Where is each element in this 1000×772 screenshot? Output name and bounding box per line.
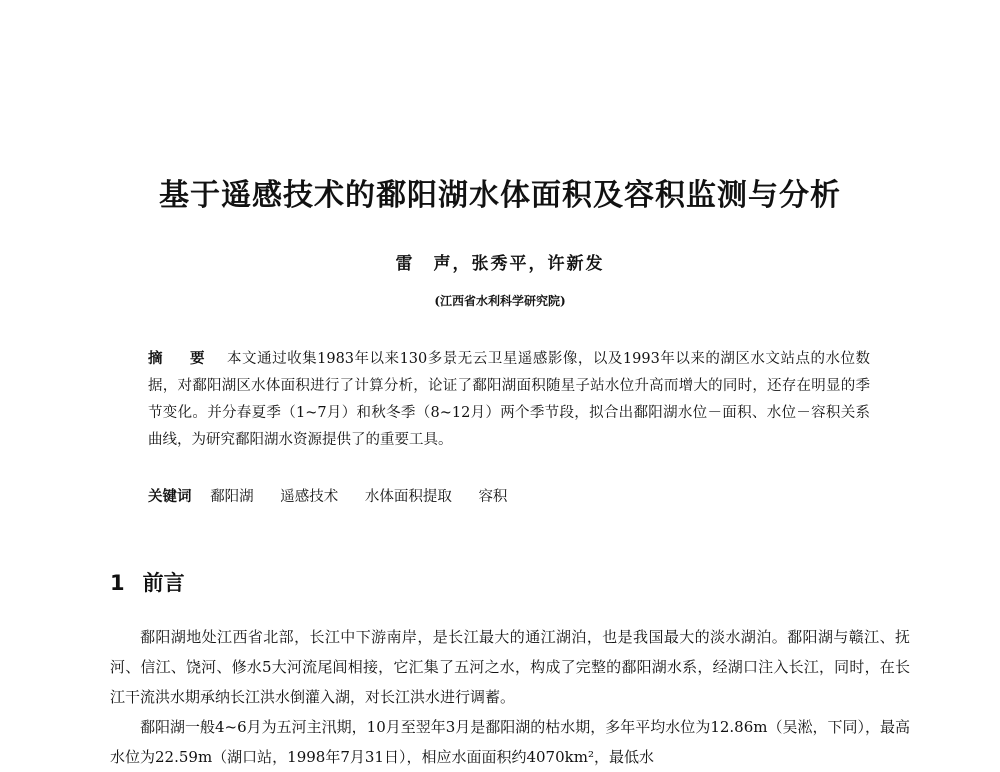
- abstract-text: 本文通过收集1983年以来130多景无云卫星遥感影像，以及1993年以来的湖区水文站点的水位数据，对鄱阳湖区水体面积进行了计算分析，论证了鄱阳湖面积随星子站水位升高而增大的同时，还存在明显的季节变化。并分春夏季（1~7月）和秋冬季（8~12月）两个季节段，拟合出鄱阳湖水位－面积、水位－容积关系曲线，为研究鄱阳湖水资源提供了的重要工具。: [148, 351, 871, 448]
- abstract-label: 摘 要: [148, 351, 212, 367]
- paper-affiliation: (江西省水利科学研究院): [434, 294, 566, 308]
- body-paragraph: 鄱阳湖一般4~6月为五河主汛期，10月至翌年3月是鄱阳湖的枯水期，多年平均水位为12.86m（吴淞，下同），最高水位为22.59m（湖口站，1998年7月31日），相应水面面积约4070km²，最低水: [110, 718, 910, 766]
- keyword: 遥感技术: [280, 489, 339, 505]
- section-heading: [110, 567, 185, 597]
- keyword: 水体面积提取: [364, 489, 452, 505]
- keywords: [148, 485, 870, 506]
- section-number: 1: [110, 571, 125, 595]
- section-body: [110, 622, 910, 772]
- paper-authors: 雷 声，张秀平，许新发: [395, 254, 605, 274]
- paper-title: 基于遥感技术的鄱阳湖水体面积及容积监测与分析: [159, 178, 841, 213]
- keyword: 鄱阳湖: [210, 489, 254, 505]
- section-title: 前言: [142, 571, 185, 595]
- keyword: 容积: [478, 489, 508, 505]
- keywords-label: 关键词: [148, 489, 192, 505]
- body-paragraph: 鄱阳湖地处江西省北部，长江中下游南岸，是长江最大的通江湖泊，也是我国最大的淡水湖泊。鄱阳湖与赣江、抚河、信江、饶河、修水5大河流尾闾相接，它汇集了五河之水，构成了完整的鄱阳湖水系，经湖口注入长江，同时，在长江干流洪水期承纳长江洪水倒灌入湖，对长江洪水进行调蓄。: [110, 628, 910, 706]
- abstract: [148, 346, 870, 454]
